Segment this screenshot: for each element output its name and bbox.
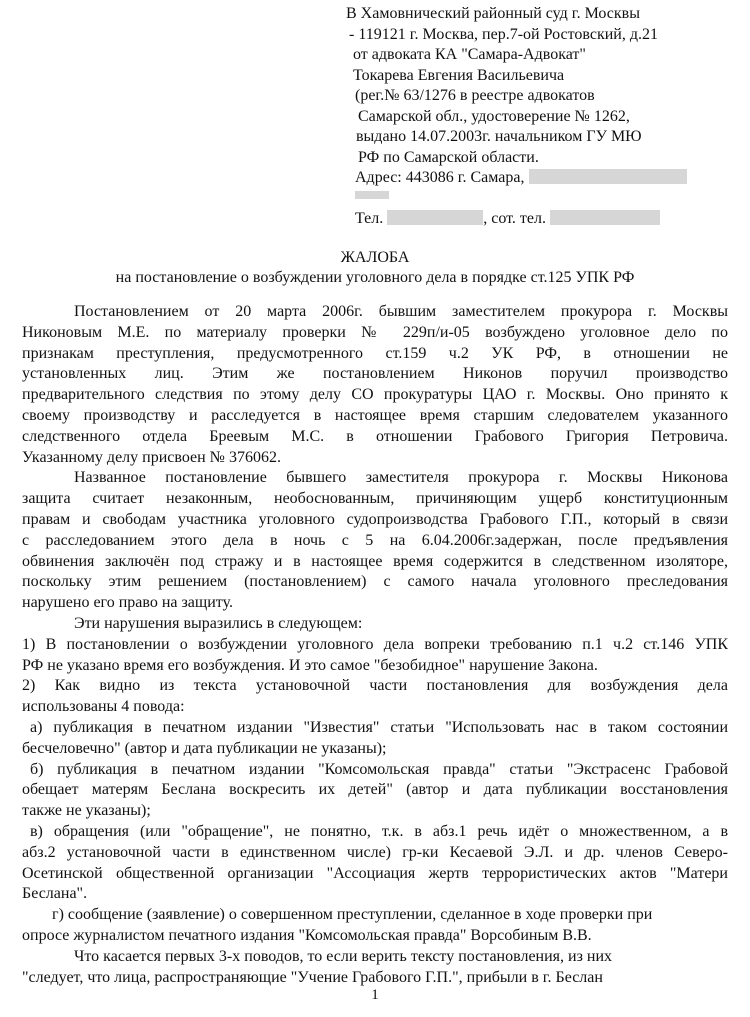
body-line: защита считает незаконным, необоснованным, причиняющим ущерб конституционным [22, 490, 728, 508]
body-line: бесчеловечно" (автор и дата публикации не указаны); [22, 739, 387, 757]
phone-line [355, 209, 750, 230]
body-line: "следует, что лица, распространяющие "Учение Грабового Г.П.", прибыли в г. Беслан [22, 968, 603, 986]
redacted-address-continuation [355, 191, 389, 199]
body-line: признакам преступления, предусмотренного ст.159 ч.2 УК РФ, в отношении не [22, 344, 728, 362]
body-line: использованы 4 повода: [22, 698, 185, 716]
body-line: своему производству и расследуется в настоящее время старшим следователем указанного [22, 406, 728, 424]
body-line: правам и свободам участника уголовного судопроизводства Грабового Г.П., который в связи [22, 510, 728, 528]
body-line: обвинения заключён под стражу и в настоящее время содержится в следственном изоляторе, [22, 552, 728, 570]
body-line: установленных лиц. Этим же постановлением Никонов поручил производство [22, 365, 728, 383]
registration-line-2: Самарской обл., удостоверение № 1262, [358, 107, 630, 125]
body-line: поскольку этим решением (постановлением) с самого начала уголовного преследования [22, 573, 728, 591]
phone-label: Тел. [355, 210, 384, 227]
body-line: а) публикация в печатном издании "Известия" статьи "Использовать нас в таком состоянии [30, 718, 728, 736]
body-line: Что касается первых 3-х поводов, то если верить тексту постановления, из них [74, 947, 613, 965]
document-title: ЖАЛОБА [340, 249, 410, 266]
addressee-block [346, 4, 746, 230]
body-line: РФ не указано время его возбуждения. И это самое "безобидное" нарушение Закона. [22, 656, 598, 674]
body-line: абз.2 установочной части в единственном числе) гр-ки Кесаевой Э.Л. и др. членов Северо- [22, 843, 728, 861]
body-line: 2) Как видно из текста установочной части постановления для возбуждения дела [22, 677, 728, 695]
body-line: г) сообщение (заявление) о совершенном преступлении, сделанное в ходе проверки при [52, 906, 653, 924]
body-line: следственного отдела Бреевым М.С. в отношении Грабового Григория Петровича. [22, 427, 728, 445]
body-line: Постановлением от 20 марта 2006г. бывшим заместителем прокурора г. Москвы [74, 303, 728, 320]
body-line: б) публикация в печатном издании "Комсомольская правда" статьи "Экстрасенс Грабовой [30, 760, 728, 778]
body-line: с расследованием этого дела в ночь с 5 на 6.04.2006г.задержан, после предъявления [22, 531, 728, 549]
body-line: Никоновым М.Е. по материалу проверки № 229п/и-05 возбуждено уголовное дело по [22, 323, 728, 341]
body-line: Указанному делу присвоен № 376062. [22, 448, 281, 466]
address-line-2 [355, 189, 750, 210]
court-address-line: - 119121 г. Москва, пер.7-ой Ростовский, д.21 [349, 25, 658, 43]
body-line: Названное постановление бывшего заместителя прокурора г. Москвы Никонова [74, 469, 728, 487]
from-line: от адвоката КА "Самара-Адвокат" [353, 46, 586, 63]
registration-line-1: (рег.№ 63/1276 в реестре адвокатов [355, 87, 595, 104]
lawyer-name-line: Токарева Евгения Васильевича [353, 66, 565, 84]
body-line: в) обращения (или "обращение", не понятно, т.к. в абз.1 речь идёт о множественном, а в [30, 822, 728, 840]
body-line: опросе журналистом печатного издания "Комсомольская правда" Ворсобиным В.В. [22, 926, 592, 944]
body-line: нарушено его право на защиту. [22, 594, 233, 612]
body-line: также не указаны); [22, 802, 151, 820]
registration-line-4: РФ по Самарской области. [358, 148, 539, 166]
redacted-phone [387, 210, 483, 225]
body-line: Беслана". [22, 885, 88, 903]
body-line: Эти нарушения выразились в следующем: [74, 614, 363, 632]
page-number: 1 [371, 987, 379, 1003]
redacted-mobile [550, 210, 660, 225]
complaint-body [22, 302, 728, 988]
address-label: Адрес: 443086 г. Самара, [355, 169, 525, 186]
body-line: 1) В постановлении о возбуждении уголовного дела вопреки требованию п.1 ч.2 ст.146 УПК [22, 635, 728, 653]
body-line: обещает матерям Беслана воскресить их детей" (автор и дата публикации восстановления [22, 781, 728, 799]
mobile-label: , сот. тел. [483, 210, 547, 227]
body-line: Осетинской общественной организации "Ассоциация жертв террористических актов "Матери [22, 864, 728, 882]
address-line [355, 168, 750, 189]
body-line: предварительного следствия по этому делу СО прокуратуры ЦАО г. Москвы. Оно принято к [22, 386, 728, 404]
redacted-address [529, 169, 687, 184]
court-line: В Хамовнический районный суд г. Москвы [346, 5, 640, 22]
registration-line-3: выдано 14.07.2003г. начальником ГУ МЮ [356, 128, 642, 145]
document-subtitle: на постановление о возбуждении уголовного дела в порядке ст.125 УПК РФ [115, 269, 635, 286]
